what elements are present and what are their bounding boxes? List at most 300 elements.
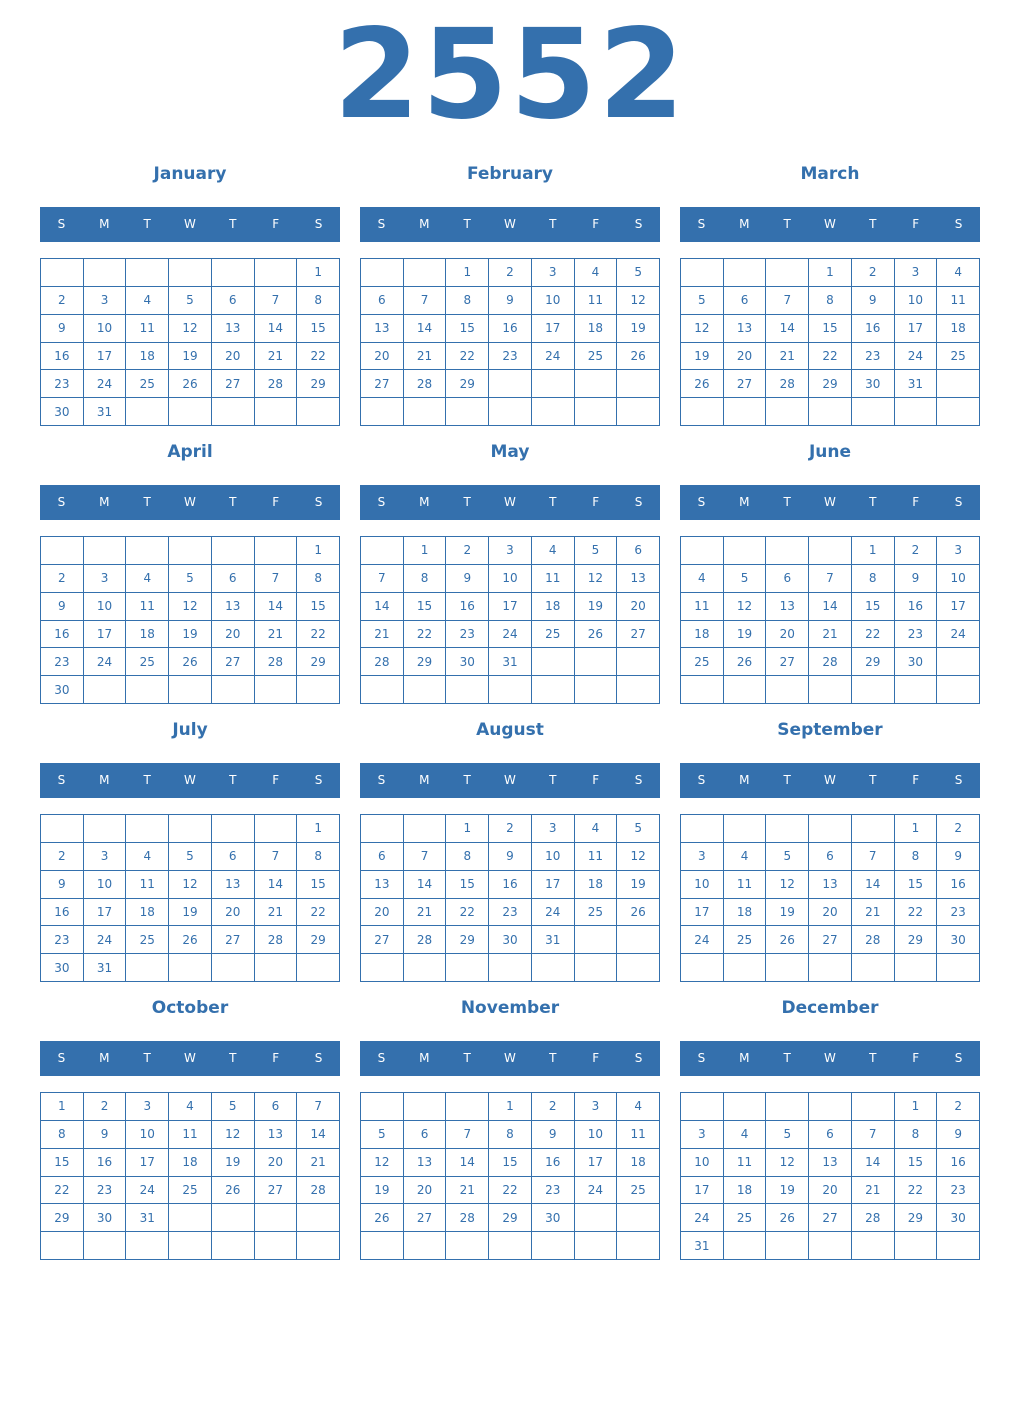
- weekday-header: [40, 485, 340, 520]
- empty-day-cell: [809, 815, 852, 843]
- empty-day-cell: [255, 954, 298, 982]
- empty-day-cell: [724, 537, 767, 565]
- empty-day-cell: [361, 398, 404, 426]
- day-cell: 25: [575, 899, 618, 927]
- day-cell: 15: [41, 1149, 84, 1177]
- empty-day-cell: [532, 1232, 575, 1260]
- empty-day-cell: [126, 676, 169, 704]
- day-cell: 6: [809, 1121, 852, 1149]
- day-cell: 18: [575, 871, 618, 899]
- day-cell: 11: [617, 1121, 660, 1149]
- day-cell: 9: [937, 1121, 980, 1149]
- weekday-label: T: [229, 495, 237, 509]
- day-cell: 23: [489, 899, 532, 927]
- weekday-label: F: [912, 1051, 920, 1065]
- day-cell: 9: [532, 1121, 575, 1149]
- day-cell: 8: [809, 287, 852, 315]
- weekday-label: T: [783, 1051, 791, 1065]
- day-cell: 7: [852, 1121, 895, 1149]
- empty-day-cell: [446, 954, 489, 982]
- empty-day-cell: [84, 676, 127, 704]
- day-cell: 30: [895, 648, 938, 676]
- month-calendar-august: [360, 714, 660, 982]
- day-cell: 7: [852, 843, 895, 871]
- day-cell: 11: [126, 871, 169, 899]
- day-cell: 18: [937, 315, 980, 343]
- weekday-label: T: [783, 773, 791, 787]
- weekday-label: T: [143, 773, 151, 787]
- empty-day-cell: [404, 1093, 447, 1121]
- day-cell: 3: [84, 565, 127, 593]
- weekday-label: W: [824, 773, 836, 787]
- day-cell: 10: [895, 287, 938, 315]
- empty-day-cell: [212, 1204, 255, 1232]
- empty-day-cell: [126, 1232, 169, 1260]
- day-cell: 1: [489, 1093, 532, 1121]
- day-cell: 29: [446, 926, 489, 954]
- weekday-label: T: [463, 217, 471, 231]
- day-cell: 21: [404, 899, 447, 927]
- weekday-header: [40, 207, 340, 242]
- empty-day-cell: [212, 398, 255, 426]
- weekday-label: F: [272, 773, 280, 787]
- day-cell: 4: [937, 259, 980, 287]
- empty-day-cell: [809, 954, 852, 982]
- empty-day-cell: [404, 815, 447, 843]
- empty-day-cell: [617, 926, 660, 954]
- day-cell: 26: [169, 926, 212, 954]
- day-cell: 18: [724, 899, 767, 927]
- day-cell: 5: [361, 1121, 404, 1149]
- day-cell: 19: [361, 1177, 404, 1205]
- day-cell: 27: [809, 1204, 852, 1232]
- day-cell: 31: [126, 1204, 169, 1232]
- empty-day-cell: [361, 676, 404, 704]
- day-cell: 1: [809, 259, 852, 287]
- day-cell: 4: [724, 1121, 767, 1149]
- day-cell: 30: [489, 926, 532, 954]
- day-grid: [360, 814, 660, 982]
- weekday-label: T: [229, 1051, 237, 1065]
- weekday-label: M: [739, 773, 750, 787]
- day-cell: 2: [937, 1093, 980, 1121]
- weekday-label: W: [824, 217, 836, 231]
- day-cell: 17: [84, 621, 127, 649]
- day-cell: 6: [617, 537, 660, 565]
- day-cell: 29: [489, 1204, 532, 1232]
- day-cell: 8: [297, 287, 340, 315]
- day-cell: 27: [212, 926, 255, 954]
- day-cell: 31: [84, 954, 127, 982]
- day-cell: 28: [446, 1204, 489, 1232]
- weekday-label: M: [99, 1051, 110, 1065]
- day-cell: 30: [41, 954, 84, 982]
- weekday-label: T: [869, 1051, 877, 1065]
- day-cell: 29: [41, 1204, 84, 1232]
- empty-day-cell: [404, 259, 447, 287]
- day-cell: 28: [255, 648, 298, 676]
- month-name: October: [151, 998, 229, 1018]
- day-cell: 5: [766, 1121, 809, 1149]
- weekday-label: S: [314, 217, 323, 231]
- day-cell: 12: [169, 315, 212, 343]
- empty-day-cell: [212, 815, 255, 843]
- day-cell: 9: [41, 315, 84, 343]
- month-calendar-september: [680, 714, 980, 982]
- day-cell: 31: [532, 926, 575, 954]
- day-cell: 29: [297, 370, 340, 398]
- day-cell: 17: [895, 315, 938, 343]
- day-cell: 13: [766, 593, 809, 621]
- day-cell: 4: [126, 843, 169, 871]
- day-cell: 9: [852, 287, 895, 315]
- day-cell: 9: [489, 843, 532, 871]
- empty-day-cell: [937, 676, 980, 704]
- empty-day-cell: [809, 398, 852, 426]
- day-cell: 15: [852, 593, 895, 621]
- weekday-label: T: [143, 217, 151, 231]
- day-grid: [40, 536, 340, 704]
- empty-day-cell: [212, 1232, 255, 1260]
- day-cell: 7: [404, 843, 447, 871]
- empty-day-cell: [41, 537, 84, 565]
- empty-day-cell: [681, 398, 724, 426]
- day-cell: 28: [255, 926, 298, 954]
- day-cell: 26: [169, 370, 212, 398]
- weekday-label: T: [229, 217, 237, 231]
- day-cell: 27: [255, 1177, 298, 1205]
- day-cell: 13: [809, 1149, 852, 1177]
- day-cell: 20: [809, 1177, 852, 1205]
- month-name: July: [172, 720, 208, 740]
- day-cell: 12: [361, 1149, 404, 1177]
- month-name: May: [490, 442, 530, 462]
- weekday-label: S: [634, 217, 643, 231]
- day-cell: 14: [809, 593, 852, 621]
- day-cell: 22: [297, 343, 340, 371]
- day-cell: 12: [617, 287, 660, 315]
- day-cell: 10: [489, 565, 532, 593]
- weekday-header: [680, 1041, 980, 1076]
- day-cell: 22: [446, 899, 489, 927]
- empty-day-cell: [532, 676, 575, 704]
- day-cell: 23: [41, 648, 84, 676]
- day-cell: 24: [84, 926, 127, 954]
- day-cell: 30: [937, 1204, 980, 1232]
- empty-day-cell: [169, 537, 212, 565]
- empty-day-cell: [681, 537, 724, 565]
- day-cell: 10: [84, 871, 127, 899]
- weekday-header: [360, 485, 660, 520]
- day-cell: 19: [766, 899, 809, 927]
- day-cell: 31: [895, 370, 938, 398]
- empty-day-cell: [575, 648, 618, 676]
- weekday-label: M: [99, 217, 110, 231]
- day-cell: 13: [404, 1149, 447, 1177]
- day-cell: 11: [169, 1121, 212, 1149]
- day-cell: 11: [575, 287, 618, 315]
- empty-day-cell: [489, 954, 532, 982]
- day-cell: 13: [809, 871, 852, 899]
- day-cell: 28: [404, 926, 447, 954]
- day-cell: 15: [297, 593, 340, 621]
- day-cell: 27: [212, 370, 255, 398]
- empty-day-cell: [255, 537, 298, 565]
- empty-day-cell: [724, 398, 767, 426]
- day-cell: 24: [532, 343, 575, 371]
- month-name: February: [466, 164, 554, 184]
- day-cell: 7: [255, 565, 298, 593]
- day-cell: 11: [724, 871, 767, 899]
- day-cell: 8: [895, 1121, 938, 1149]
- day-cell: 10: [681, 1149, 724, 1177]
- day-cell: 15: [446, 315, 489, 343]
- day-cell: 27: [404, 1204, 447, 1232]
- day-cell: 20: [361, 899, 404, 927]
- day-cell: 26: [169, 648, 212, 676]
- day-cell: 14: [361, 593, 404, 621]
- day-cell: 27: [617, 621, 660, 649]
- day-cell: 20: [766, 621, 809, 649]
- day-cell: 23: [532, 1177, 575, 1205]
- month-calendar-may: [360, 436, 660, 704]
- day-cell: 13: [617, 565, 660, 593]
- empty-day-cell: [212, 954, 255, 982]
- day-cell: 26: [361, 1204, 404, 1232]
- weekday-label: T: [783, 495, 791, 509]
- day-cell: 21: [255, 899, 298, 927]
- empty-day-cell: [255, 259, 298, 287]
- day-cell: 17: [681, 1177, 724, 1205]
- empty-day-cell: [575, 398, 618, 426]
- empty-day-cell: [681, 954, 724, 982]
- weekday-label: S: [634, 1051, 643, 1065]
- empty-day-cell: [575, 676, 618, 704]
- day-cell: 12: [575, 565, 618, 593]
- day-cell: 12: [681, 315, 724, 343]
- day-cell: 2: [41, 565, 84, 593]
- month-calendar-january: [40, 158, 340, 426]
- month-calendar-april: [40, 436, 340, 704]
- empty-day-cell: [809, 676, 852, 704]
- weekday-label: F: [272, 1051, 280, 1065]
- day-cell: 24: [126, 1177, 169, 1205]
- empty-day-cell: [724, 259, 767, 287]
- day-grid: [40, 258, 340, 426]
- day-grid: [360, 1092, 660, 1260]
- day-cell: 13: [255, 1121, 298, 1149]
- weekday-label: S: [57, 1051, 66, 1065]
- day-cell: 20: [212, 899, 255, 927]
- weekday-label: W: [184, 495, 196, 509]
- day-cell: 16: [489, 315, 532, 343]
- empty-day-cell: [297, 1204, 340, 1232]
- day-cell: 21: [809, 621, 852, 649]
- day-cell: 23: [937, 1177, 980, 1205]
- day-cell: 1: [297, 259, 340, 287]
- weekday-header: [360, 1041, 660, 1076]
- day-cell: 16: [937, 871, 980, 899]
- day-cell: 28: [852, 926, 895, 954]
- empty-day-cell: [212, 537, 255, 565]
- day-cell: 28: [852, 1204, 895, 1232]
- month-calendar-november: [360, 992, 660, 1260]
- day-cell: 5: [169, 843, 212, 871]
- day-cell: 25: [169, 1177, 212, 1205]
- empty-day-cell: [724, 815, 767, 843]
- weekday-label: T: [869, 217, 877, 231]
- day-cell: 4: [532, 537, 575, 565]
- day-cell: 2: [895, 537, 938, 565]
- weekday-label: S: [314, 1051, 323, 1065]
- day-cell: 16: [446, 593, 489, 621]
- day-cell: 18: [724, 1177, 767, 1205]
- day-cell: 30: [937, 926, 980, 954]
- day-cell: 29: [446, 370, 489, 398]
- day-cell: 5: [169, 287, 212, 315]
- weekday-label: M: [99, 495, 110, 509]
- day-cell: 12: [766, 871, 809, 899]
- day-cell: 19: [681, 343, 724, 371]
- weekday-header: [680, 207, 980, 242]
- empty-day-cell: [297, 1232, 340, 1260]
- empty-day-cell: [169, 676, 212, 704]
- day-cell: 17: [84, 899, 127, 927]
- day-cell: 16: [937, 1149, 980, 1177]
- day-cell: 30: [41, 676, 84, 704]
- empty-day-cell: [126, 815, 169, 843]
- weekday-label: W: [824, 1051, 836, 1065]
- day-cell: 17: [489, 593, 532, 621]
- weekday-label: S: [697, 773, 706, 787]
- day-cell: 22: [895, 899, 938, 927]
- day-cell: 14: [446, 1149, 489, 1177]
- day-cell: 13: [361, 871, 404, 899]
- empty-day-cell: [937, 1232, 980, 1260]
- day-cell: 4: [126, 287, 169, 315]
- day-cell: 28: [297, 1177, 340, 1205]
- day-cell: 21: [852, 1177, 895, 1205]
- day-cell: 2: [84, 1093, 127, 1121]
- weekday-label: S: [697, 495, 706, 509]
- empty-day-cell: [575, 370, 618, 398]
- day-cell: 11: [724, 1149, 767, 1177]
- empty-day-cell: [681, 815, 724, 843]
- day-cell: 6: [361, 287, 404, 315]
- empty-day-cell: [617, 370, 660, 398]
- empty-day-cell: [361, 259, 404, 287]
- empty-day-cell: [617, 648, 660, 676]
- empty-day-cell: [681, 676, 724, 704]
- day-cell: 1: [446, 815, 489, 843]
- day-cell: 25: [126, 370, 169, 398]
- empty-day-cell: [724, 954, 767, 982]
- day-cell: 11: [937, 287, 980, 315]
- day-grid: [360, 536, 660, 704]
- day-cell: 25: [532, 621, 575, 649]
- day-cell: 23: [41, 370, 84, 398]
- day-cell: 9: [84, 1121, 127, 1149]
- day-cell: 24: [575, 1177, 618, 1205]
- day-cell: 10: [532, 287, 575, 315]
- day-cell: 28: [809, 648, 852, 676]
- day-cell: 14: [297, 1121, 340, 1149]
- day-cell: 10: [575, 1121, 618, 1149]
- day-cell: 2: [852, 259, 895, 287]
- day-cell: 23: [489, 343, 532, 371]
- day-cell: 12: [724, 593, 767, 621]
- weekday-label: T: [549, 1051, 557, 1065]
- empty-day-cell: [361, 954, 404, 982]
- day-cell: 21: [297, 1149, 340, 1177]
- empty-day-cell: [852, 954, 895, 982]
- weekday-label: S: [634, 773, 643, 787]
- day-cell: 22: [446, 343, 489, 371]
- year-title: 2552: [333, 3, 687, 147]
- day-cell: 6: [724, 287, 767, 315]
- empty-day-cell: [404, 1232, 447, 1260]
- empty-day-cell: [169, 259, 212, 287]
- empty-day-cell: [766, 676, 809, 704]
- day-cell: 12: [212, 1121, 255, 1149]
- day-cell: 28: [766, 370, 809, 398]
- empty-day-cell: [489, 398, 532, 426]
- day-cell: 22: [489, 1177, 532, 1205]
- day-cell: 20: [361, 343, 404, 371]
- month-calendar-october: [40, 992, 340, 1260]
- month-name: April: [167, 442, 213, 462]
- weekday-label: F: [272, 217, 280, 231]
- day-grid: [680, 258, 980, 426]
- empty-day-cell: [937, 370, 980, 398]
- day-cell: 29: [404, 648, 447, 676]
- empty-day-cell: [724, 1232, 767, 1260]
- empty-day-cell: [809, 537, 852, 565]
- day-cell: 6: [404, 1121, 447, 1149]
- empty-day-cell: [575, 1204, 618, 1232]
- weekday-label: S: [377, 773, 386, 787]
- weekday-label: S: [697, 1051, 706, 1065]
- empty-day-cell: [617, 1232, 660, 1260]
- day-cell: 5: [724, 565, 767, 593]
- empty-day-cell: [41, 815, 84, 843]
- day-cell: 7: [809, 565, 852, 593]
- weekday-label: S: [954, 495, 963, 509]
- day-cell: 2: [937, 815, 980, 843]
- weekday-label: S: [377, 1051, 386, 1065]
- empty-day-cell: [937, 648, 980, 676]
- weekday-label: W: [824, 495, 836, 509]
- day-cell: 10: [84, 593, 127, 621]
- day-cell: 25: [724, 926, 767, 954]
- day-cell: 3: [575, 1093, 618, 1121]
- day-cell: 12: [766, 1149, 809, 1177]
- empty-day-cell: [255, 1232, 298, 1260]
- day-cell: 6: [809, 843, 852, 871]
- empty-day-cell: [532, 370, 575, 398]
- empty-day-cell: [84, 815, 127, 843]
- day-cell: 14: [255, 593, 298, 621]
- weekday-label: F: [272, 495, 280, 509]
- day-cell: 25: [126, 926, 169, 954]
- month-calendar-february: [360, 158, 660, 426]
- day-cell: 20: [212, 343, 255, 371]
- empty-day-cell: [446, 1232, 489, 1260]
- day-cell: 13: [724, 315, 767, 343]
- day-cell: 29: [852, 648, 895, 676]
- day-cell: 15: [446, 871, 489, 899]
- weekday-label: W: [184, 773, 196, 787]
